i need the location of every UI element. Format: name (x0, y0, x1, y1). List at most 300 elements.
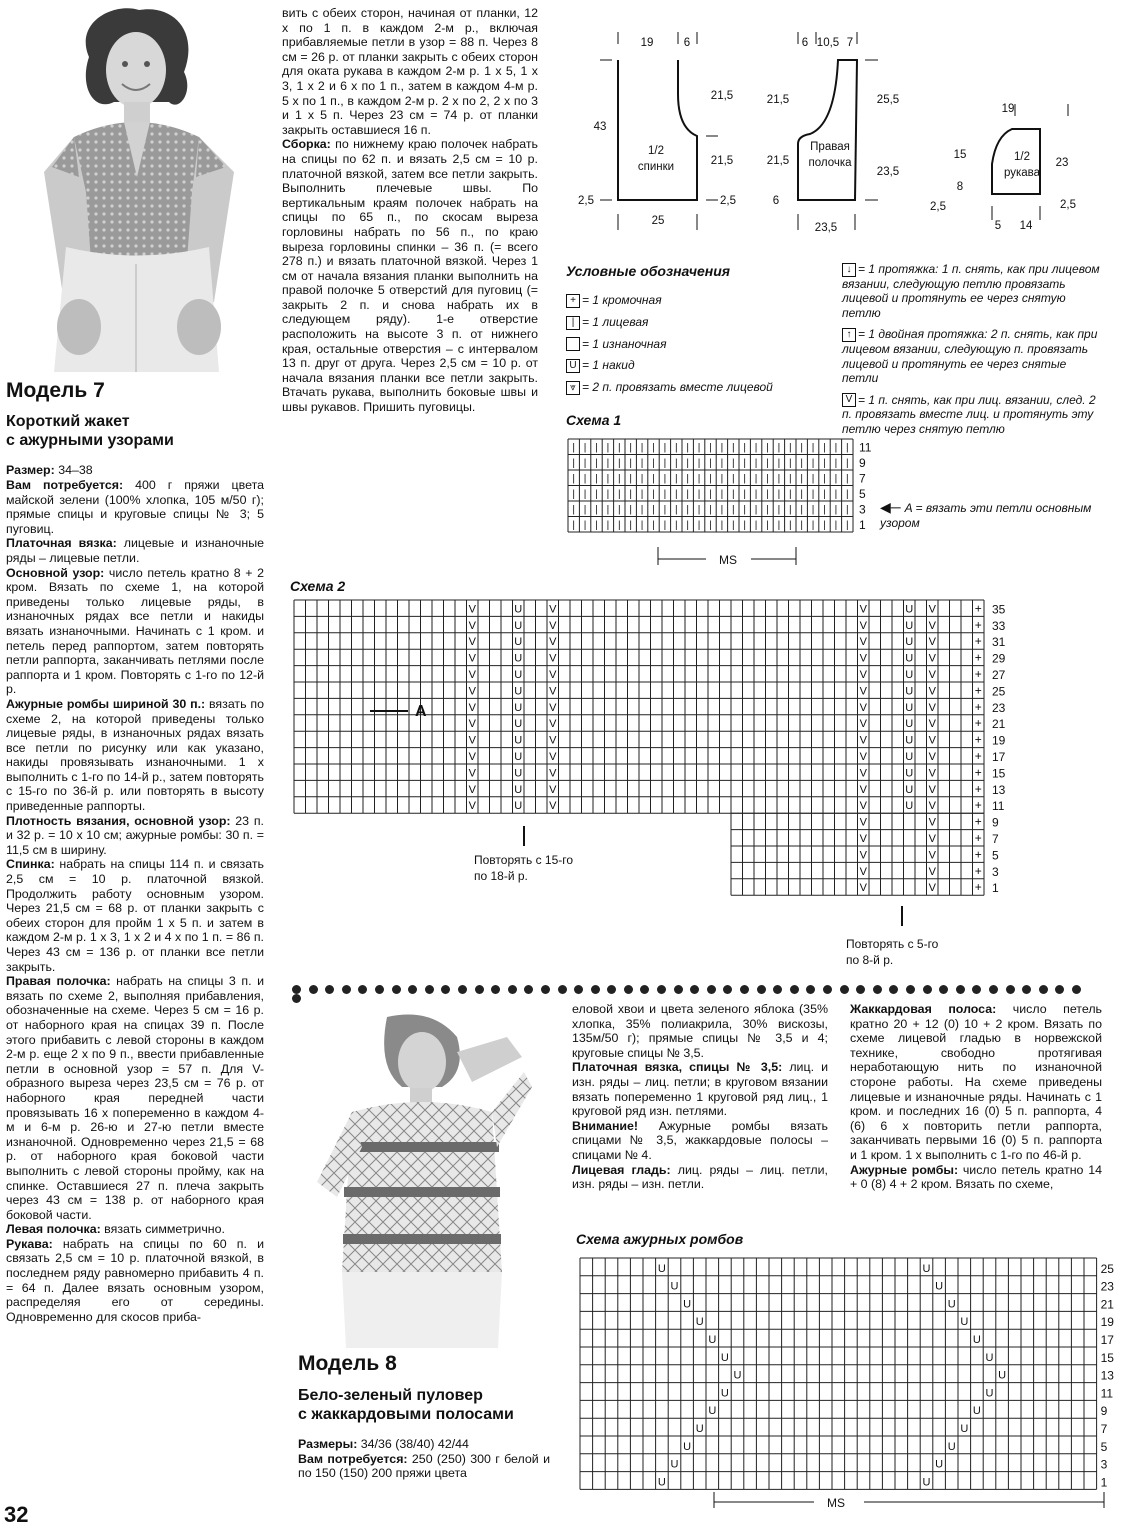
svg-text:23,5: 23,5 (814, 222, 838, 234)
svg-text:23: 23 (1055, 157, 1069, 169)
stitch-symbol: | (720, 442, 724, 454)
stitch-symbol: U (720, 1351, 729, 1364)
stitch-symbol: | (595, 504, 598, 516)
model-8-column-1 (298, 1437, 550, 1481)
stitch-symbol: V (468, 734, 476, 747)
row-number: 33 (992, 618, 1006, 633)
row-number: 5 (859, 487, 866, 501)
scheme-3-grid (574, 1252, 1122, 1518)
stitch-symbol: U (905, 685, 914, 698)
stitch-symbol: V (928, 734, 936, 747)
stitch-symbol: U (905, 619, 914, 632)
stitch-symbol: | (823, 442, 826, 454)
stitch-symbol: | (811, 473, 815, 485)
divider-dot (1039, 985, 1048, 994)
svg-text:2,5: 2,5 (1060, 199, 1076, 211)
model-8-photo (292, 1012, 548, 1348)
stitch-symbol: | (834, 489, 838, 500)
stitch-symbol: + (974, 847, 982, 862)
divider-dot (375, 985, 384, 994)
stitch-symbol: V (468, 767, 476, 780)
row-number: 3 (992, 864, 999, 879)
row-number: 23 (1100, 1279, 1114, 1294)
stitch-symbol: | (800, 473, 804, 485)
stitch-symbol: | (811, 504, 815, 516)
row-number: 31 (992, 635, 1006, 650)
stitch-symbol: V (859, 685, 867, 698)
stitch-symbol: V (549, 783, 557, 796)
divider-dot (325, 985, 334, 994)
stitch-symbol: + (974, 765, 982, 780)
paragraph-heading: Размеры: (298, 1437, 358, 1451)
stitch-symbol: V (928, 849, 936, 862)
stitch-symbol: | (617, 473, 621, 485)
stitch-symbol: U (514, 800, 523, 813)
divider-dot (558, 985, 567, 994)
svg-text:10,5: 10,5 (816, 37, 840, 49)
stitch-symbol: | (743, 520, 747, 531)
stitch-symbol: V (928, 603, 936, 616)
stitch-symbol: | (640, 442, 644, 454)
stitch-symbol: U (670, 1280, 679, 1293)
stitch-symbol: | (766, 520, 769, 531)
row-number: 5 (1100, 1439, 1108, 1454)
model-8-column-3 (850, 1002, 1102, 1192)
divider-dot (591, 985, 600, 994)
paragraph-text: число петель кратно 8 + 2 кром. Вязать по схеме 1, на которой приведены только лицевые ряды, в изнаночных рядах все петли и накиды вязать изнаночными. Начинать с 1 кром. и петель перед раппортом, затем повторять петли раппорта, заканчивать петлями после раппорта и 1 кром. Повторять с 1-го по 12-й р. (6, 565, 264, 697)
divider-dot (889, 985, 898, 994)
stitch-symbol: | (595, 442, 598, 454)
stitch-symbol: | (811, 520, 815, 531)
paragraph-text: набрать на спицы 114 п. и связать 2,5 см = 10 р. платочной вязкой. Продолжить работу основным узором. Через 21,5 см = 68 р. от планки закрыть с обеих сторон для пройм 1 х 5 п. и затем в каждом 2-м р. 1 х 3, 1 х 2 и 4 х по 1 п. = 86 п. Через 43 см = 136 р. от планки все петли закрыть. (6, 857, 264, 974)
scheme-2-title: Схема 2 (290, 578, 346, 594)
divider-dot (425, 985, 434, 994)
stitch-symbol: | (583, 504, 587, 516)
divider-dot (475, 985, 484, 994)
stitch-symbol: V (928, 701, 936, 714)
stitch-symbol: + (974, 601, 982, 616)
paragraph-text: 23 п. и 32 р. = 10 х 10 см; ажурные ромбы: 30 п. = 11,5 см в ширину. (6, 813, 264, 857)
stitch-symbol: V (468, 669, 476, 681)
stitch-symbol: U (657, 1262, 666, 1275)
section-divider (292, 985, 1102, 999)
stitch-symbol: V (859, 849, 867, 862)
stitch-symbol: U (905, 767, 914, 780)
row-number: 25 (1100, 1261, 1114, 1276)
paragraph (298, 1452, 550, 1481)
stitch-symbol: | (731, 442, 735, 454)
svg-text:6: 6 (772, 195, 780, 207)
row-number: 5 (992, 848, 999, 863)
stitch-symbol: U (514, 734, 523, 747)
stitch-symbol: U (985, 1387, 994, 1400)
svg-text:7: 7 (846, 37, 854, 49)
stitch-symbol: | (777, 504, 781, 516)
stitch-symbol: | (652, 489, 655, 500)
stitch-symbol: | (617, 489, 621, 500)
stitch-symbol: V (928, 865, 936, 878)
stitch-symbol: U (947, 1298, 956, 1311)
stitch-symbol: U (905, 636, 914, 649)
stitch-symbol: + (974, 880, 982, 895)
stitch-symbol: U (922, 1476, 931, 1489)
paragraph-heading: Правая полочка: (6, 974, 111, 989)
stitch-symbol: | (731, 489, 735, 500)
stitch-symbol: | (629, 442, 633, 454)
scheme-2-a-label: A (415, 703, 427, 720)
paragraph-text: 250 (250) 300 г белой и по 150 (150) 200 пряжи цвета (298, 1451, 550, 1481)
svg-text:полочка: полочка (808, 157, 852, 169)
row-number: 1 (992, 881, 999, 896)
svg-text:14: 14 (1019, 220, 1033, 232)
svg-text:8: 8 (956, 181, 964, 193)
stitch-symbol: U (683, 1298, 692, 1311)
stitch-symbol: | (617, 520, 621, 531)
stitch-symbol: V (468, 636, 476, 649)
row-number: 9 (992, 815, 999, 830)
stitch-symbol: U (514, 701, 523, 714)
stitch-symbol: U (514, 685, 523, 698)
stitch-symbol: | (640, 489, 644, 500)
divider-dot (1022, 985, 1031, 994)
model-7-title: Модель 7 (6, 379, 105, 402)
stitch-symbol: U (935, 1458, 944, 1471)
stitch-symbol: | (720, 489, 724, 500)
row-number: 1 (859, 518, 866, 532)
legend-item (566, 337, 826, 352)
divider-dot (956, 985, 965, 994)
stitch-symbol: V (549, 718, 557, 731)
divider-dot (873, 985, 882, 994)
divider-dot (707, 985, 716, 994)
stitch-symbol: U (514, 652, 523, 665)
stitch-symbol: U (514, 619, 523, 632)
stitch-symbol: V (859, 751, 867, 763)
stitch-symbol: | (595, 473, 598, 485)
paragraph-text: вязать по схеме 2, на которой приведены только лицевые ряды, в изнаночных рядах вязать все петли по рисунку или как указано, накиды провязывать изнаночными. 1 х выполнить с 1-го по 14-й р., затем повторять с 15-го по 36-й р. или повторять в высоту приведенные раппорты. (6, 696, 264, 814)
svg-text:6: 6 (683, 37, 691, 49)
stitch-symbol: V (928, 718, 936, 731)
scheme-2-grid (290, 596, 1030, 976)
stitch-symbol: | (754, 520, 758, 531)
legend-text: = 1 лицевая (582, 314, 649, 329)
stitch-symbol: | (572, 504, 576, 516)
stitch-symbol: V (549, 619, 557, 632)
row-number: 29 (992, 651, 1006, 666)
stitch-symbol: U (720, 1387, 729, 1400)
stitch-symbol: | (572, 442, 576, 454)
row-number: 7 (992, 832, 999, 846)
stitch-symbol: | (709, 489, 712, 500)
stitch-symbol: U (960, 1316, 969, 1329)
model-7-photo (4, 2, 266, 372)
stitch-symbol: | (572, 489, 576, 500)
paragraph (850, 1163, 1102, 1192)
stitch-symbol: + (974, 617, 982, 632)
legend-symbol-icon: ↑ (842, 328, 856, 342)
back-label: 1/2 (648, 145, 664, 157)
paragraph-text: лиц. ряды – лиц. петли, изн. ряды – изн. петли. (572, 1162, 828, 1192)
model-7-instructions-left (6, 478, 264, 1488)
stitch-symbol: U (960, 1423, 969, 1435)
stitch-symbol: | (777, 489, 781, 500)
paragraph (572, 1002, 828, 1060)
stitch-symbol: | (686, 489, 690, 500)
scheme-1-a-note: ◀─ A = вязать эти петли основным узором (880, 499, 1092, 530)
model-8-subtitle: Бело-зеленый пуловер с жаккардовыми полосами (298, 1387, 514, 1423)
legend-symbol-icon: ⩔ (566, 381, 580, 395)
divider-dot (607, 985, 616, 994)
stitch-symbol: U (985, 1351, 994, 1364)
stitch-symbol: U (708, 1405, 717, 1418)
stitch-symbol: | (697, 520, 701, 531)
stitch-symbol: | (583, 442, 587, 454)
stitch-symbol: | (823, 520, 826, 531)
stitch-symbol: V (549, 767, 557, 780)
scheme-1-title: Схема 1 (566, 412, 622, 428)
stitch-symbol: | (697, 473, 701, 485)
row-number: 15 (1100, 1350, 1114, 1365)
stitch-symbol: + (974, 798, 982, 813)
paragraph-text: вить с обеих сторон, начиная от планки, 12 х по 1 п. в каждом 2-м р., включая прибавляемые петли в узор = 88 п. Через 8 см = 26 р. от планки закрыть с обеих сторон для оката рукава в каждом 2-м р. 1 х 5, 1 х 3, 1 х 2 и 6 х по 1 п., затем в каждом 4-м р. 5 х по 1 п., в каждом 2-м р. 2 х по 2, 2 х по 3 и 1 х 5 п. Через 23 см = 74 р. от планки закрыть оставшиеся 16 п. (282, 6, 538, 137)
stitch-symbol: | (743, 489, 747, 500)
stitch-symbol: | (629, 489, 633, 500)
paragraph (6, 536, 264, 565)
stitch-symbol: | (800, 458, 804, 469)
stitch-symbol: | (731, 520, 735, 531)
divider-dot (1072, 985, 1081, 994)
row-number: 3 (1100, 1457, 1108, 1472)
stitch-symbol: | (823, 473, 826, 485)
divider-dot (757, 985, 766, 994)
legend-symbol-icon: | (566, 316, 580, 330)
stitch-symbol: | (743, 442, 747, 454)
stitch-symbol: | (674, 458, 678, 469)
paragraph-text: лиц. и изн. ряды – лиц. петли; в круговом вязании вязать попеременно 1 круговой ряд лиц., 1 круговой ряд изн. петлями. (572, 1060, 828, 1119)
stitch-symbol: | (720, 473, 724, 485)
legend-symbol-icon: U (566, 359, 580, 373)
svg-text:2,5: 2,5 (930, 201, 946, 213)
stitch-symbol: | (583, 489, 587, 500)
stitch-symbol: | (674, 473, 678, 485)
stitch-symbol: | (697, 504, 701, 516)
row-number: 19 (1100, 1315, 1114, 1330)
stitch-symbol: V (859, 701, 867, 714)
svg-text:19: 19 (1001, 103, 1015, 115)
svg-text:43: 43 (593, 121, 607, 133)
stitch-symbol: V (468, 619, 476, 632)
front-label: Правая (810, 141, 850, 153)
stitch-symbol: | (640, 458, 644, 469)
stitch-symbol: V (859, 734, 867, 747)
legend-item (566, 358, 826, 373)
stitch-symbol: U (947, 1440, 956, 1453)
divider-dot (358, 985, 367, 994)
stitch-symbol: V (549, 685, 557, 698)
svg-text:21,5: 21,5 (710, 155, 734, 167)
stitch-symbol: | (800, 489, 804, 500)
stitch-symbol: V (549, 669, 557, 681)
model-7-subtitle-line2: с ажурными узорами (6, 432, 174, 449)
row-number: 13 (1100, 1368, 1114, 1383)
divider-dot (806, 985, 815, 994)
paragraph (6, 566, 264, 697)
stitch-symbol: | (686, 504, 690, 516)
paragraph-heading: Ажурные ромбы шириной 30 п.: (6, 696, 206, 711)
divider-dot (674, 985, 683, 994)
paragraph-text: еловой хвои и цвета зеленого яблока (35% хлопка, 35% полиакрила, 30% вискозы, 135м/50 г); прямые спицы № 3,5 и 4; круговые спицы № 3,5. (572, 1002, 828, 1060)
stitch-symbol: V (549, 751, 557, 763)
stitch-symbol: | (606, 442, 610, 454)
svg-text:рукава: рукава (1003, 167, 1041, 179)
svg-text:спинки: спинки (637, 161, 675, 173)
scheme-3-title: Схема ажурных ромбов (576, 1231, 744, 1247)
stitch-symbol: U (695, 1316, 704, 1329)
stitch-symbol: | (572, 520, 576, 531)
paragraph-heading: Внимание! (572, 1118, 639, 1133)
legend-item (566, 315, 826, 330)
stitch-symbol: | (629, 458, 633, 469)
stitch-symbol: V (468, 701, 476, 714)
stitch-symbol: | (823, 504, 826, 516)
svg-text:21,5: 21,5 (710, 90, 734, 102)
row-number: 35 (992, 602, 1006, 617)
stitch-symbol: V (928, 751, 936, 763)
svg-text:2,5: 2,5 (578, 195, 594, 207)
stitch-symbol: U (708, 1334, 717, 1346)
paragraph (6, 1222, 264, 1237)
row-number: 25 (992, 684, 1006, 699)
row-number: 19 (992, 733, 1006, 748)
stitch-symbol: U (905, 718, 914, 731)
paragraph-heading: Левая полочка: (6, 1222, 101, 1237)
legend-item (842, 262, 1104, 320)
divider-dot (939, 985, 948, 994)
legend-text: = 1 п. снять, как при лиц. вязании, след. 2 п. провязать вместе лиц. и протянуть эту петлю через снятую петлю (842, 392, 1096, 436)
paragraph (6, 857, 264, 974)
divider-dot (840, 985, 849, 994)
stitch-symbol: | (663, 504, 667, 516)
stitch-symbol: | (709, 442, 712, 454)
repeat-note: Повторять с 15-го (474, 853, 574, 867)
divider-dot (723, 985, 732, 994)
stitch-symbol: U (514, 767, 523, 780)
stitch-symbol: | (663, 473, 667, 485)
divider-dot (508, 985, 517, 994)
paragraph (572, 1060, 828, 1118)
row-number: 17 (992, 750, 1006, 764)
row-number: 9 (1100, 1404, 1108, 1419)
stitch-symbol: | (823, 489, 826, 500)
stitch-symbol: V (928, 816, 936, 829)
stitch-symbol: V (468, 800, 476, 813)
row-number: 27 (992, 668, 1006, 682)
stitch-symbol: U (905, 603, 914, 616)
stitch-symbol: U (514, 636, 523, 649)
stitch-symbol: | (652, 520, 655, 531)
stitch-symbol: U (514, 783, 523, 796)
divider-dot (1006, 985, 1015, 994)
stitch-symbol: V (549, 652, 557, 665)
stitch-symbol: | (663, 520, 667, 531)
stitch-symbol: V (549, 800, 557, 813)
paragraph-heading: Вам потребуется: (6, 478, 124, 492)
stitch-symbol: + (974, 863, 982, 878)
stitch-symbol: | (845, 473, 849, 485)
stitch-symbol: U (905, 800, 914, 813)
stitch-symbol: V (859, 619, 867, 632)
stitch-symbol: U (922, 1262, 931, 1275)
paragraph (6, 814, 264, 858)
stitch-symbol: | (788, 489, 792, 500)
sleeve-label: 1/2 (1014, 151, 1030, 163)
stitch-symbol: | (686, 473, 690, 485)
divider-dot (392, 985, 401, 994)
divider-dot (441, 985, 450, 994)
stitch-symbol: V (468, 718, 476, 731)
model-7-subtitle (6, 412, 174, 450)
stitch-symbol: | (823, 458, 826, 469)
divider-dot (541, 985, 550, 994)
stitch-symbol: | (834, 520, 838, 531)
stitch-symbol: | (572, 458, 576, 469)
stitch-symbol: | (834, 473, 838, 485)
row-number: 7 (1100, 1422, 1108, 1436)
stitch-symbol: V (928, 636, 936, 649)
stitch-symbol: | (720, 520, 724, 531)
paragraph-heading: Жаккардовая полоса: (850, 1002, 997, 1016)
divider-dot (989, 985, 998, 994)
stitch-symbol: V (928, 800, 936, 813)
stitch-symbol: | (674, 504, 678, 516)
stitch-symbol: | (800, 442, 804, 454)
stitch-symbol: V (468, 603, 476, 616)
stitch-symbol: V (859, 783, 867, 796)
legend-text: = 1 накид (582, 358, 635, 373)
stitch-symbol: | (754, 458, 758, 469)
stitch-symbol: | (743, 504, 747, 516)
stitch-symbol: | (617, 442, 621, 454)
paragraph-text: набрать на спицы по 60 п. и связать 2,5 см = 10 р. платочной вязкой, в последнем ряду равномерно прибавить 4 п. = 64 п. Далее вязать основным узором, распределяя его от середины. Одновременно для скосов приба- (6, 1236, 264, 1324)
stitch-symbol: U (657, 1476, 666, 1489)
legend-text: = 1 двойная протяжка: 2 п. снять, как при лицевом вязании, следующую п. провязать лицевой и протянуть ее через снятые петли (842, 327, 1098, 386)
stitch-symbol: V (468, 652, 476, 665)
divider-dot (292, 985, 301, 994)
stitch-symbol: | (629, 504, 633, 516)
stitch-symbol: + (974, 683, 982, 698)
stitch-symbol: | (629, 473, 633, 485)
divider-dot (574, 985, 583, 994)
paragraph (6, 974, 264, 1222)
legend-symbol-icon: + (566, 294, 580, 308)
stitch-symbol: | (845, 504, 849, 516)
stitch-symbol: | (709, 473, 712, 485)
model-8-column-2 (572, 1002, 828, 1192)
legend-symbol-icon (566, 337, 580, 351)
stitch-symbol: | (640, 520, 644, 531)
stitch-symbol: | (572, 473, 576, 485)
divider-dot (790, 985, 799, 994)
divider-dot (342, 985, 351, 994)
svg-text:23,5: 23,5 (876, 166, 900, 178)
stitch-symbol: | (686, 442, 690, 454)
paragraph (572, 1163, 828, 1192)
repeat-note: по 18-й р. (474, 869, 528, 883)
paragraph-text: число петель кратно 20 + 12 (0) 10 + 2 кром. Вязать по схеме лицевой гладью в норвежской технике, свободно протягивая неработающую нить по изнаночной стороне работы. На схеме приведены лицевые и изнаночные ряды. Начинать с 1 кром. и последних 16 (0) 5 п. раппорта, 4 (6) 6 х повторить петли раппорта, заканчивать первыми 16 (0) 5 п. раппорта и 1 кром. 1 х выполнить с 1-го по 46-й р. (850, 1002, 1103, 1162)
row-number: 23 (992, 700, 1006, 715)
paragraph-heading: Основной узор: (6, 565, 105, 580)
stitch-symbol: V (549, 636, 557, 649)
